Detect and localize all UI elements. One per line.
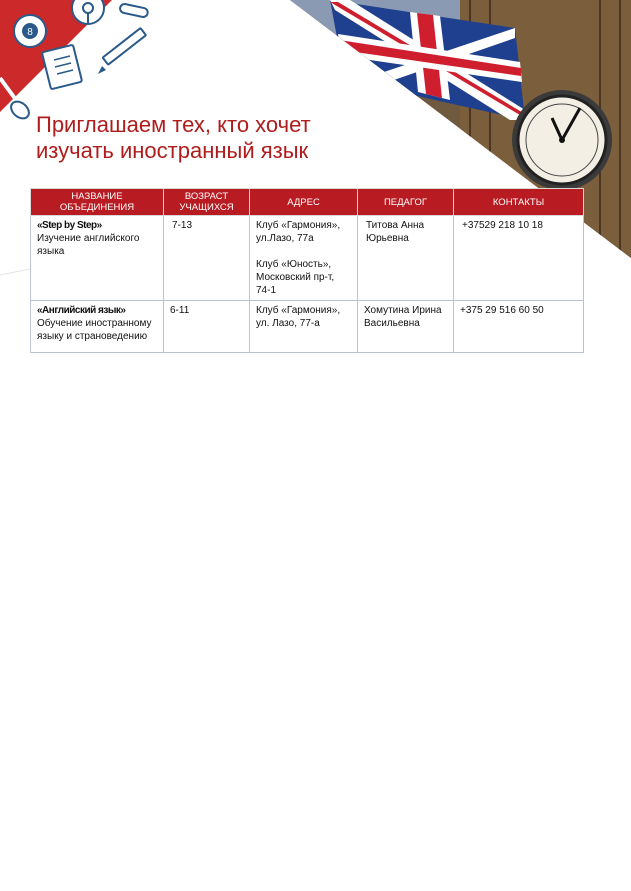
cell-teacher: Титова Анна Юрьевна	[358, 216, 454, 301]
title-line-1: Приглашаем тех, кто хочет	[36, 112, 311, 137]
document-icon	[42, 45, 82, 90]
club-name: «Step by Step»	[37, 220, 102, 231]
header-age: ВОЗРАСТ УЧАЩИХСЯ	[164, 189, 250, 216]
corner-decoration	[0, 0, 180, 125]
page-title	[36, 112, 396, 164]
pencil-icon	[98, 28, 146, 74]
steering-wheel-icon	[72, 0, 104, 24]
cell-club	[31, 301, 164, 353]
cell-age: 6-11	[164, 301, 250, 353]
cell-club	[31, 216, 164, 301]
table-row	[31, 216, 584, 301]
svg-text:8: 8	[27, 27, 33, 38]
address-line: Клуб «Гармония», ул.Лазо, 77а	[256, 220, 341, 244]
header-address: АДРЕС	[250, 189, 358, 216]
club-description: Обучение иностранному языку и страноведению	[37, 318, 152, 342]
billiard-ball-icon	[14, 15, 46, 47]
paperclip-icon	[119, 3, 148, 18]
cell-teacher: Хомутина Ирина Васильевна	[358, 301, 454, 353]
clock-icon	[512, 90, 612, 190]
header-teacher: ПЕДАГОГ	[358, 189, 454, 216]
header-name: НАЗВАНИЕ ОБЪЕДИНЕНИЯ	[31, 189, 164, 216]
address-line: Клуб «Гармония», ул. Лазо, 77-а	[256, 305, 341, 329]
cell-contacts: +375 29 516 60 50	[454, 301, 584, 353]
cell-address	[250, 301, 358, 353]
cell-age: 7-13	[164, 216, 250, 301]
table-row	[31, 301, 584, 353]
clubs-table	[30, 188, 584, 353]
club-description: Изучение английского языка	[37, 233, 140, 257]
club-name: «Английский язык»	[37, 305, 126, 316]
title-line-2: изучать иностранный язык	[36, 138, 309, 163]
header-contacts: КОНТАКТЫ	[454, 189, 584, 216]
cell-contacts: +37529 218 10 18	[454, 216, 584, 301]
address-line: Клуб «Юность», Московский пр-т, 74-1	[256, 259, 335, 296]
cell-address	[250, 216, 358, 301]
table-header-row	[31, 189, 584, 216]
